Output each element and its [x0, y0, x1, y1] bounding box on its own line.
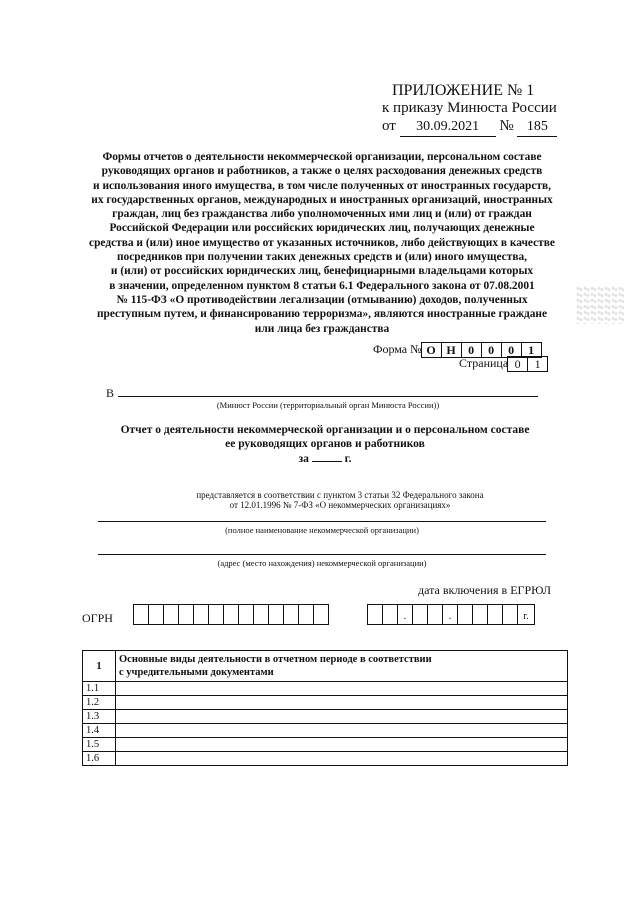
number-label: № [499, 118, 514, 134]
ogrn-cell[interactable] [283, 604, 299, 625]
ogrn-cell[interactable] [178, 604, 194, 625]
order-date: 30.09.2021 [400, 118, 496, 137]
forms-header-line: преступным путем, и финансированию терроризма», являются иностранные граждане [96, 308, 548, 321]
form-code-cell: 0 [501, 342, 522, 358]
ogrn-cell[interactable] [313, 604, 329, 625]
from-label: от [382, 118, 396, 134]
page-number [459, 356, 548, 372]
row-value[interactable] [116, 752, 568, 766]
row-value[interactable] [116, 738, 568, 752]
period-label: за [298, 453, 309, 465]
table-header-row [83, 651, 568, 682]
date-year-suffix: г. [517, 604, 535, 625]
section-header [116, 651, 568, 682]
forms-header [82, 150, 562, 336]
row-number: 1.6 [83, 752, 116, 766]
forms-header-line: посредников при получении таких денежных средств и (или) иного имущества, [116, 251, 528, 264]
row-value[interactable] [116, 696, 568, 710]
recipient-caption: (Минюст России (территориальный орган Минюста России)) [216, 400, 440, 410]
report-period [90, 451, 560, 466]
recipient-field[interactable] [118, 384, 538, 397]
report-title [90, 423, 560, 466]
table-row [83, 696, 568, 710]
appendix-title: ПРИЛОЖЕНИЕ № 1 [392, 82, 535, 99]
period-year-field[interactable] [312, 451, 342, 462]
recipient-prefix: В [106, 386, 115, 400]
appendix-order: к приказу Минюста России [382, 100, 557, 116]
ogrn-cell[interactable] [238, 604, 254, 625]
ogrn-cell[interactable] [253, 604, 269, 625]
page-cell: 1 [527, 356, 548, 372]
forms-header-line: граждан, лиц без гражданства либо уполномоченных ими лиц и (или) от граждан [112, 208, 532, 221]
forms-header-line: их государственных органов, международных и иностранных организаций, иностранных [91, 193, 553, 206]
report-title-line: Отчет о деятельности некоммерческой организации и о персональном составе [120, 424, 530, 436]
date-cell[interactable] [487, 604, 503, 625]
row-number: 1.2 [83, 696, 116, 710]
org-name-caption: (полное наименование некоммерческой организации) [225, 525, 419, 535]
row-number: 1.5 [83, 738, 116, 752]
period-year-suffix: г. [344, 453, 352, 465]
form-code-cell: 0 [481, 342, 502, 358]
ogrn-cell[interactable] [268, 604, 284, 625]
form-code-cell: Н [441, 342, 462, 358]
form-code-cell: 0 [461, 342, 482, 358]
ogrn-cells[interactable] [134, 604, 329, 625]
egrul-date-label: дата включения в ЕГРЮЛ [418, 583, 552, 597]
date-cell[interactable] [367, 604, 383, 625]
date-cell[interactable] [427, 604, 443, 625]
org-name-field[interactable] [98, 511, 546, 522]
order-number: 185 [517, 118, 557, 137]
row-number: 1.3 [83, 710, 116, 724]
submission-note-line: представляется в соответствии с пунктом 3 статьи 32 Федерального закона [196, 490, 484, 500]
ogrn-cell[interactable] [193, 604, 209, 625]
section-number: 1 [83, 651, 116, 682]
ogrn-cell[interactable] [163, 604, 179, 625]
table-row [83, 738, 568, 752]
date-cell[interactable]: . [442, 604, 458, 625]
date-cell[interactable] [457, 604, 473, 625]
form-code-cell: О [421, 342, 442, 358]
page-cells [508, 356, 548, 372]
forms-header-line: Российской Федерации или российских юридических лиц, получающих денежные [109, 222, 535, 235]
table-row [83, 752, 568, 766]
row-value[interactable] [116, 710, 568, 724]
date-cell[interactable] [502, 604, 518, 625]
row-value[interactable] [116, 724, 568, 738]
appendix-date-line [382, 117, 562, 137]
report-title-line: ее руководящих органов и работников [225, 438, 425, 450]
forms-header-line: и (или) от российских юридических лиц, бенефициарными владельцами которых [110, 265, 534, 278]
forms-header-line: или лица без гражданства [254, 322, 390, 335]
row-number: 1.4 [83, 724, 116, 738]
ogrn-cell[interactable] [223, 604, 239, 625]
ogrn-cell[interactable] [298, 604, 314, 625]
ogrn-label: ОГРН [82, 611, 113, 625]
scan-noise [576, 286, 624, 324]
row-number: 1.1 [83, 682, 116, 696]
form-code-cell: 1 [521, 342, 542, 358]
activities-table [82, 650, 568, 766]
ogrn-cell[interactable] [133, 604, 149, 625]
date-cell[interactable]: . [397, 604, 413, 625]
section-header-line: Основные виды деятельности в отчетном периоде в соответствии [119, 654, 432, 665]
table-row [83, 682, 568, 696]
date-cell[interactable] [472, 604, 488, 625]
forms-header-line: № 115-ФЗ «О противодействии легализации (отмыванию) доходов, полученных [116, 293, 528, 306]
page-cell: 0 [507, 356, 528, 372]
ogrn-cell[interactable] [208, 604, 224, 625]
org-address-caption: (адрес (место нахождения) некоммерческой организации) [217, 558, 427, 568]
page-label: Страница [459, 356, 509, 370]
forms-header-line: и использования иного имущества, в том числе полученных от иностранных государств, [93, 179, 551, 192]
date-cell[interactable] [412, 604, 428, 625]
date-cell[interactable] [382, 604, 398, 625]
form-label: Форма № [373, 342, 422, 356]
egrul-date-cells[interactable] [368, 604, 535, 625]
submission-note-line: от 12.01.1996 № 7-ФЗ «О некоммерческих организациях» [229, 500, 451, 510]
forms-header-line: в значении, определенном пунктом 8 статьи 6.1 Федерального закона от 07.08.2001 [109, 279, 535, 292]
ogrn-cell[interactable] [148, 604, 164, 625]
section-header-line: с учредительными документами [119, 667, 274, 678]
forms-header-line: средства и (или) иное имущество от указанных источников, либо действующих в качестве [89, 236, 555, 249]
table-row [83, 710, 568, 724]
forms-header-line: Формы отчетов о деятельности некоммерческой организации, персональном составе [102, 151, 542, 163]
row-value[interactable] [116, 682, 568, 696]
org-address-field[interactable] [98, 544, 546, 555]
table-row [83, 724, 568, 738]
forms-header-line: руководящих органов и работников, а также о целях расходования денежных средств [101, 165, 543, 178]
submission-note [100, 490, 580, 510]
